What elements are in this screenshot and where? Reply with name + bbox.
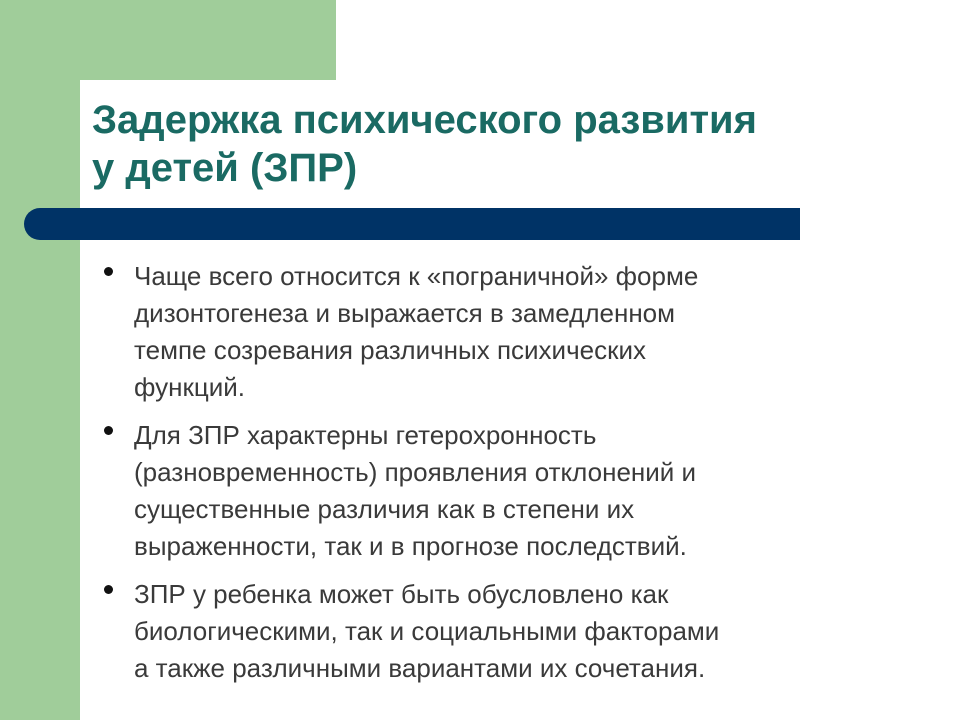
bullet-text-2-line-4: выраженности, так и в прогнозе последствий. [134,531,687,561]
bullet-dot-icon [104,267,113,276]
slide-title-line-1: Задержка психического развития [92,98,757,142]
slide-title-line-2: у детей (ЗПР) [92,146,358,190]
bullet-text-1-line-2: дизонтогенеза и выражается в замедленном [134,298,676,328]
bullet-text-3-line-3: а также различными вариантами их сочетания. [134,653,706,683]
bullet-text-1-line-4: функций. [134,372,245,402]
bullet-item-2 [98,417,898,565]
bullet-text-3-line-1: ЗПР у ребенка может быть обусловлено как [134,579,669,609]
bullet-text-2-line-3: существенные различия как в степени их [134,494,635,524]
bullet-text-2-line-2: (разновременность) проявления отклонений и [134,457,697,487]
bullet-list [98,258,898,698]
bullet-text-2-line-1: Для ЗПР характерны гетерохронность [134,420,597,450]
bullet-text-1-line-3: темпе созревания различных психических [134,335,646,365]
bullet-dot-icon [104,585,113,594]
decorative-top-block [0,0,336,80]
bullet-text-1-line-1: Чаще всего относится к «пограничной» форме [134,261,699,291]
bullet-text-3-line-2: биологическими, так и социальными факторами [134,616,720,646]
decorative-left-band [0,0,80,720]
title-underline-bar [24,208,800,240]
slide-title [92,96,912,192]
bullet-dot-icon [104,426,113,435]
bullet-item-1 [98,258,898,406]
bullet-item-3 [98,576,898,687]
